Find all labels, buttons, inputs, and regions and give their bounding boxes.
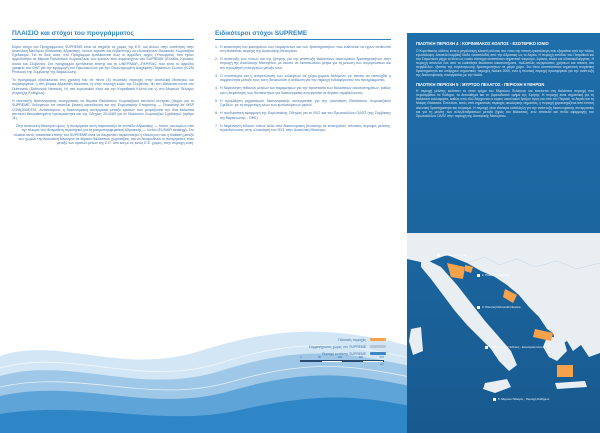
map-label-text: 3. Πιλοτική Dubrovnik Neretva <box>482 305 521 309</box>
scale-tick: 570 <box>379 356 384 359</box>
objectives-column <box>215 30 391 136</box>
left-paragraph-4: Στην Ανατολική Μεσόγειο όμως, η συνεργασία αυτή παρουσιάζει σε επίπεδο Αδριατικής — Ιονίου, και κυρίως από την πλευρά των θεσμοθέτη στρατηγική για τη μακροπεριφερειακή Αδριατικής — Ιονίου (EUSAIR strategy). Στο πλαίσιο αυτό, απαιτείται επίσης του SUPREME είναι να διευρυνθεί περισσότερο η «διάλογος» και η διάθεση μεταξύ των χωρών την Ανατολική Μεσόγειο σε θέματα Θαλάσσιου χωροταξίας, και να διευρυνθούν οι συνεργασίες τόσο μεταξύ των κρατών-μελών της Ε.Ε. όσο και με τις εκτός Ε.Ε. χώρες, στην περιοχή αυτή. <box>13 124 194 146</box>
legend-label: Πιλοτικές περιοχές <box>338 337 366 342</box>
pilot-area-5-heading: ΠΙΛΟΤΙΚΗ ΠΕΡΙΟΧΗ 5 : ΜΥΡΤΩΟ ΠΕΛΑΓΟΣ - ΠΕΡΙΟΧΗ ΚΥΘΗΡΩΝ <box>416 81 545 87</box>
objective-item <box>215 111 391 120</box>
pilot-area-5-text: Η περιοχή μελέτης καλύπτει το νότιο τμήμα του Μυρτώου Πελάγους και εκτείνεται στη θαλάσσια περιοχή που περιλαμβάνει τα Κύθηρα, τα Αντικύθηρα και το βορειοδυτικό τμήμα της Κρήτης. Η περιοχή είναι σημαντική για τη θαλάσσια κυκλοφορία, καθώς από εδώ διέρχονται οι κύριοι ναυτιλιακοί δρόμοι προς και από τον Πειραιά, το Αιγαίο και τη Μαύρη Θάλασσα. Επιπλέον, εκτός από σημαντικές περιοχές οικολογικής σημασίας, η περιοχή χαρακτηρίζεται από έντονη αλιευτική δραστηριότητα και τουρισμό. Η περιοχή είναι ιδιαίτερα κατάλληλη για την ανάπτυξη διασυνοριακής συνεργασίας και για τη μελέτη των αλληλεπιδράσεων μεταξύ ξηράς και θάλασσας, ενώ αποτελεί και πεδίο εφαρμογής του Πρωτοκόλλου ΟΔΠΖ στην περιοχή της Ανατολικής Μεσογείου. <box>416 89 594 118</box>
map-label-marker <box>485 346 488 349</box>
pilot-areas-panel <box>407 33 600 433</box>
objective-number: 4. <box>215 86 218 91</box>
legend-row <box>268 336 386 343</box>
pilot-areas-map <box>407 233 600 433</box>
objective-item <box>215 86 391 95</box>
map-label-text: 1. Βόρεια Αδριατική <box>442 253 467 257</box>
map-land-peloponnese <box>543 337 567 361</box>
legend-swatch-countries <box>370 345 386 348</box>
left-paragraph-3: Η ανάπτυξη διασυνοριακής συνεργασίας σε θέματα Θαλάσσιου Χωροταξικού αποτελεί κεντρικό ζήτημα για το SUPREME, δεδομένου ότι αποτελεί βασική κατεύθυνση και της Ευρωπαϊκής Επιτροπής — Roadmap for MSP COM(2008)791. Ανταπόκρινα, η διασυνοριακή συνεργασία μεταξύ κρατών που μοιράζονται την ίδια θάλασσα αποτελεί θεσμοθετημένη προτεραιότητα και της Οδηγίας 2014/89 για το Θαλάσσιο Χωροταξικό Σχεδιασμό (άρθρο 11). <box>12 98 194 121</box>
pilot-area-4-text: Ο Κορινθιακός κόλπος είναι η μεγαλύτερη κλειστή κόλπος στο νότιο της τοπική εγκατάλειψη που εξαρτάται από την πόλεις εγκατάλειψη. Αποτελεί κομβική δίοδο ναυσιπλοΐας από την Αδριατική ως το Αιγαίο. Η περιοχή εισόδου του Πατραϊκού και του Σαρωνικού μέχρι το Ιόνιο ως ενιαίο σύστημα αναπτύσσει σημαντικό τουρισμό, λιμάνια, αλιεία και υδατοκαλλιέργειες. Η περιοχή αποτελεί ένα από τα ευαίσθητα θαλάσσια οικοσυστήματα, πολλαπλές συγκρούσεις χρήσεων και πιέσεις στο περιβάλλον, εξαιτίας της συγκέντρωσης δραστηριοτήτων σε μικρό χώρο. Στο Ιόνιο αναπτύσσεται σημαντική τουριστική δραστηριότητα και υπάρχουν σημαντικές περιοχές Natura 2000, ενώ η πιλοτική περιοχή προσφέρεται για την ανάπτυξη της διασυνοριακής συνεργασίας με την Ιταλία. <box>416 48 594 77</box>
objective-item <box>215 99 391 108</box>
map-label-5 <box>493 397 549 401</box>
objective-number: 3. <box>215 73 218 78</box>
map-label-marker <box>477 274 480 277</box>
map-land-crete <box>555 381 587 389</box>
legend-row <box>268 343 386 350</box>
map-label-4 <box>485 345 543 349</box>
objective-item <box>215 57 391 70</box>
objective-text: Η κατανόηση του φαινομένου των παραγόντων και των δραστηριοτήτων που ευθύνεται να έχουν αντίκτυπο στη θαλάσσια περιοχή της Ανατολικής Μεσογείου. <box>220 44 391 53</box>
objective-item <box>215 45 391 54</box>
objective-text: Η ανάπτυξη των τύπων και της ζήτησης για την ανάπτυξη θαλάσσιων οικονομικών δραστηριοτήτων στην περιοχή της Ανατολικής Μεσογείου, με σκοπό να διατυπωθούν μέτρα για τη μείωση των συγκρούσεων και την προώθηση συνεργειών μεταξύ τους. <box>220 56 391 70</box>
scale-ticks <box>300 356 384 359</box>
objective-number: 2. <box>215 56 218 61</box>
left-paragraph-2: Το πρόγραμμα εξειδικεύεται στη χρονική του σε πέντε (5) πιλοτικές περιοχές στην Ανατολική Μεσόγειο και συγκεκριμένα: i) στη βόρεια Αδριατική θάλασσα, ii) στην περιοχή κοίλο της Σλοβενίας, iii) στη θάλασσα κοντά στο Dubrovnik (Dubrovnik Neretva), iv) στο ευρωπαϊκό Ιόνιο και την Κορινθιακό Κόλπο και v) στο Μυρτώο Πέλαγος (περιοχής Κυθήρων). <box>12 78 194 96</box>
objective-text: Η συνδυαστική εφαρμογή της Ευρωπαϊκής Οδηγίας για το ΘΧΣ και του Πρωτοκόλλου ΟΔΠΖ (της Σύμβασης της Βαρκελώνης - ΟΗΕ). <box>220 111 391 120</box>
pilot-area-2 <box>465 265 473 273</box>
map-legend <box>268 336 386 357</box>
map-label-marker <box>437 254 440 257</box>
objective-text: Ο εντοπισμός και η αντιμετώπιση των ελλείψεων σε χώρο-χωρικά δεδομένα, με σκοπό να επιτευχθεί η συμβατότητα μεταξύ τους και η διευκολύνει η ανάλυση για την περιοχή ενδιαφέροντος του προγράμματος. <box>220 73 391 83</box>
scale-tick: 0 <box>300 356 302 359</box>
objectives-heading: Ειδικότεροι στόχοι SUPREME <box>215 30 391 40</box>
scale-tick: 95 <box>318 356 321 359</box>
legend-label: Περιοχή εστίασης SUPREME <box>321 351 366 356</box>
objective-text: Η προώθηση μηχανισμών διασυνοριακής συνεργασίας για την υλοποίηση Θαλάσσιων Χωροταξικών Σχεδίων, με τη συμμετοχή όλων των εμπλεκόμενων μερών. <box>220 98 391 108</box>
map-label-text: 2. Πιλοτική Σλοβενίας <box>482 273 510 277</box>
map-land-sardinia <box>409 327 423 355</box>
panel-text <box>416 41 594 123</box>
objective-text: Η διερεύνηση πιθανών μέτρων και παραμέτρων για την προστασία των θαλάσσιων οικοσυστημάτων, καθώς και η διερεύνηση των δυνατοτήτων για διασυνοριακή συνεργασία σε θέματα περιβάλλοντος. <box>220 86 391 95</box>
scale-tick: 190 <box>337 356 342 359</box>
scale-bar <box>300 356 384 370</box>
objective-number: 5. <box>215 98 218 103</box>
map-label-marker <box>477 306 480 309</box>
objective-number: 7. <box>215 123 218 128</box>
legend-swatch-pilot <box>370 338 386 341</box>
pilot-area-5 <box>557 365 573 377</box>
scale-tick: 380 <box>358 356 363 359</box>
map-label-text: 4. Κορινθιακός Κόλπος - Εσωτερικό Ιόνιο <box>490 345 543 349</box>
left-paragraph-1: Κύριο στόχο του Προγράμματος SUPREME είναι να στηρίξει τις χώρες της Ε.Ε. και άλλων στην εκπόνηση στην Ανατολική Μεσόγειο (Θάλασσες Αδριατικής, Ιονίου, Αιγαίου και Λεβαντίνης) να υλοποιήσουν Θαλάσσιο Χωροταξικό Σχεδιασμό. Για το δική αυτό, στο Πρόγραμμα εμπλέκονται όλες οι αρμόδιες αρχές (Υπουργεία) που έχουν αρμοδιότητα σε θέματα Θαλάσσιου Χωροταξικού των κρατών που συμμετέχουν στο SUPREME (Ελλάδα, Κροατία, Ιταλία και Σλοβενία). Στο πρόγραμμα εμπλέκεται επίσης και το UNEP/MAP—PAP/RAC που είναι το αρμόδιο γραφείο του ΟΗΕ για την εφαρμογή του Πρωτοκόλλου για την Ολοκληρωμένη Διαχείριση Παράκτιων Ζωνών (ICZM Protocol) της Σύμβασης της Βαρκελώνης. <box>12 44 194 75</box>
map-label-marker <box>493 398 496 401</box>
pilot-area-1 <box>447 263 465 279</box>
objective-item <box>215 124 391 133</box>
pilot-area-4-heading: ΠΙΛΟΤΙΚΗ ΠΕΡΙΟΧΗ 4 : ΚΟΡΙΝΘΙΑΚΟΣ ΚΟΛΠΟΣ - ΕΣΩΤΕΡΙΚΟ ΙΟΝΙΟ <box>416 41 549 46</box>
map-svg <box>407 233 600 433</box>
objective-text: Η διερεύνηση ειδικών τύπων αλλά από διασυνοριακή (πιλοτικής σε επιλεγμένες πιλοτικές περιοχές μελέτης, προσδιόνοντας στην υλοποίηση του ΘΧΣ στην Ανατολική Μεσόγειο. <box>220 123 391 132</box>
map-land-sicily <box>483 379 511 393</box>
wave-decoration <box>0 316 410 433</box>
objective-number: 1. <box>215 44 218 49</box>
legend-label: Συμμετέχουσες χώρες στο SUPREME <box>308 344 366 349</box>
map-label-text: 5. Μυρτώο Πέλαγος - Περιοχή Κυθήρων <box>498 397 550 401</box>
map-label-2 <box>477 273 509 277</box>
objective-number: 6. <box>215 111 218 116</box>
left-heading: ΠΛΑΙΣΙΟ και στόχοι του προγράμματος <box>12 30 194 40</box>
legend-swatch-focus <box>370 352 386 355</box>
objective-item <box>215 74 391 83</box>
map-label-1 <box>437 253 467 257</box>
left-column <box>12 30 194 149</box>
map-label-3 <box>477 305 521 309</box>
scale-unit: km <box>380 362 384 366</box>
